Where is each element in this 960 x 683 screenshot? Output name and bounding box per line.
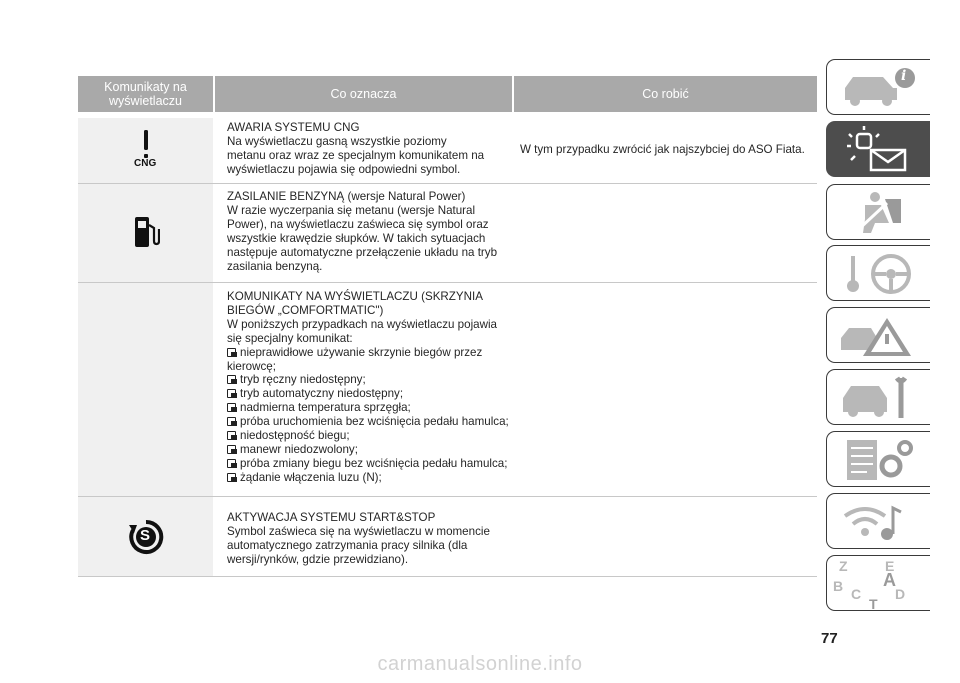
list-item: próba zmiany biegu bez wciśnięcia pedału hamulca; — [227, 457, 517, 471]
row-divider — [78, 576, 817, 577]
list-item: tryb automatyczny niedostępny; — [227, 387, 517, 401]
list-item: manewr niedozwolony; — [227, 443, 517, 457]
list-item: niedostępność biegu; — [227, 429, 517, 443]
bullet-icon — [227, 473, 237, 482]
row-cng-text: AWARIA SYSTEMU CNG Na wyświetlaczu gasną wszystkie poziomy metanu oraz wraz ze specjalnym komunikatem na wyświetlaczu pojawia się odpowiedni symbol. — [227, 121, 485, 176]
list-item: żądanie włączenia luzu (N); — [227, 471, 517, 485]
header-messages: Komunikaty na wyświetlaczu — [78, 76, 213, 112]
bullet-icon — [227, 348, 237, 357]
list-item: nadmierna temperatura sprzęgła; — [227, 401, 517, 415]
bullet-icon — [227, 375, 237, 384]
row-divider — [78, 496, 817, 497]
list-item: nieprawidłowe używanie skrzynie biegów przez — [227, 346, 517, 360]
fuel-pump-icon — [132, 215, 160, 254]
row-cng-action: W tym przypadku zwrócić jak najszybciej do ASO Fiata. — [520, 143, 805, 156]
multimedia-tab-icon[interactable] — [826, 493, 930, 549]
cng-warning-icon: CNG — [130, 128, 162, 172]
page-number: 77 — [821, 630, 838, 647]
warning-lights-tab-icon[interactable] — [826, 121, 930, 177]
emergency-tab-icon[interactable] — [826, 307, 930, 363]
list-item: tryb ręczny niedostępny; — [227, 373, 517, 387]
bullet-icon — [227, 389, 237, 398]
bullet-icon — [227, 445, 237, 454]
row-divider — [78, 183, 817, 184]
row-fuel-text: ZASILANIE BENZYNĄ (wersje Natural Power) W razie wyczerpania się metanu (wersje Natural Power), na wyświetlaczu zaświeca się symbol oraz wszystkie krawędzie słupków. W takich sytuacjach następuje automatyczne przełączenie układu na tryb zasilania benzyną. — [227, 190, 498, 273]
index-tab-icon[interactable]: Z E B A C D T — [826, 555, 930, 611]
icon-cell-gearbox — [78, 283, 213, 496]
bullet-icon — [227, 431, 237, 440]
technical-data-tab-icon[interactable] — [826, 431, 930, 487]
start-stop-icon: S — [128, 519, 164, 560]
car-info-tab-icon[interactable]: i — [826, 59, 930, 115]
row-startstop-text: AKTYWACJA SYSTEMU START&STOP Symbol zaświeca się na wyświetlaczu w momencie automatycznego zatrzymania pracy silnika (dla wersji/rynków, gdzie przewidziano). — [227, 511, 490, 566]
header-meaning: Co oznacza — [215, 76, 512, 112]
bullet-icon — [227, 403, 237, 412]
header-action: Co robić — [514, 76, 817, 112]
safety-airbag-tab-icon[interactable] — [826, 184, 930, 240]
maintenance-tab-icon[interactable] — [826, 369, 930, 425]
bullet-icon — [227, 459, 237, 468]
row-divider — [78, 282, 817, 283]
watermark: carmanualsonline.info — [377, 653, 583, 675]
list-item: próba uruchomienia bez wciśnięcia pedału hamulca; — [227, 415, 517, 429]
bullet-icon — [227, 417, 237, 426]
starting-driving-tab-icon[interactable] — [826, 245, 930, 301]
row-gearbox-text: KOMUNIKATY NA WYŚWIETLACZU (SKRZYNIA BIEGÓW „COMFORTMATIC") W poniższych przypadkach na wyświetlaczu pojawia się specjalny komunikat: nieprawidłowe używanie skrzynie biegów przez kierowcę; tryb ręczny niedostępny; tryb automatyczny niedostępny; nadmierna temperatura sprzęgła; próba uruchomienia bez wciśnięcia pedału hamulca; niedostępność biegu; manewr niedozwolony; próba zmiany biegu bez wciśnięcia pedału hamulca; żądanie włączenia luzu (N); — [227, 290, 517, 485]
